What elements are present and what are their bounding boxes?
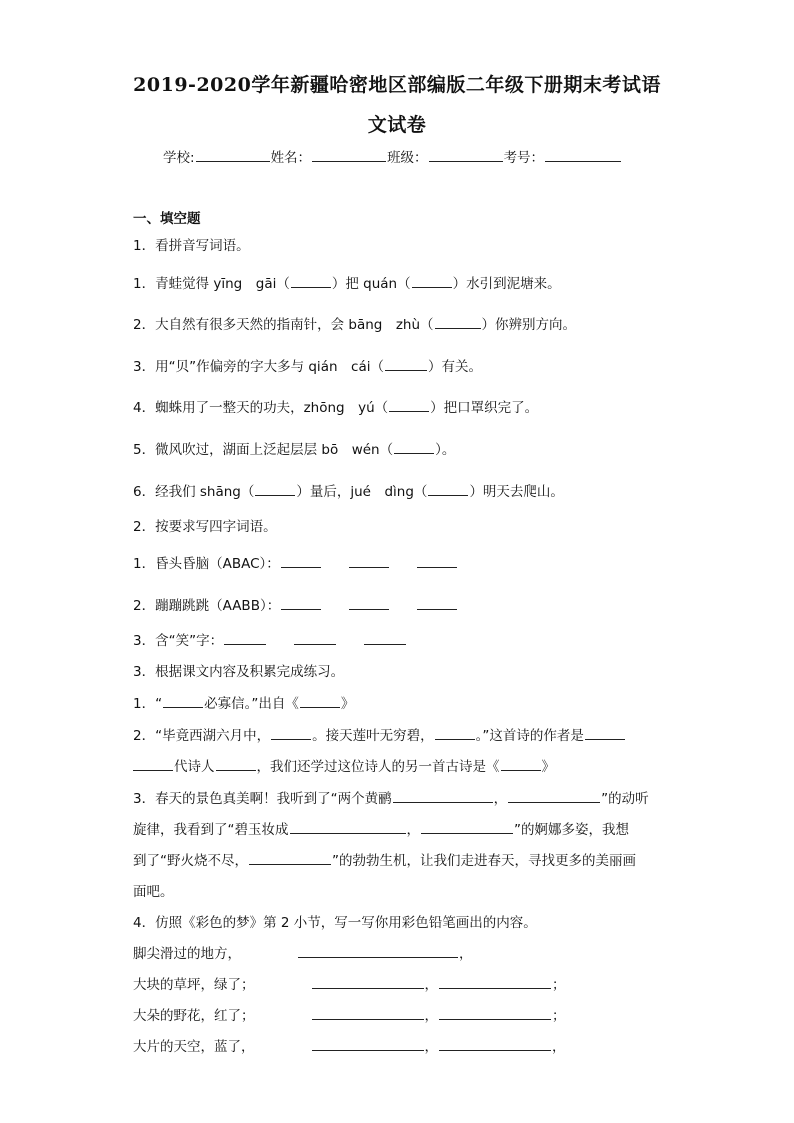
answer-blank[interactable] [255, 483, 295, 496]
q3-item-3-text: 3．春天的景色真美啊！我听到了“两个黄鹂 [133, 791, 392, 807]
q2-item-3-label: 3．含“笑”字： [133, 633, 224, 649]
q3-item-2-line1 [133, 724, 626, 744]
answer-blank[interactable] [435, 316, 481, 329]
q1-item-1-text: ）水引到泥塘来。 [452, 276, 561, 292]
q3-item-3-text: ”的婀娜多姿，我想 [514, 822, 629, 838]
answer-blank[interactable] [300, 695, 340, 708]
number-blank[interactable] [545, 149, 621, 162]
answer-blank[interactable] [294, 632, 336, 645]
q3-item-2-text: ，我们还学过这位诗人的另一首古诗是《 [256, 759, 500, 775]
q3-item-4-stem: 4．仿照《彩色的梦》第 2 小节，写一写你用彩色铅笔画出的内容。 [133, 915, 537, 931]
exam-title-line1: 2019-2020学年新疆哈密地区部编版二年级下册期末考试语 [133, 74, 661, 96]
q3-item-1-text: 1．“ [133, 696, 163, 712]
class-blank[interactable] [429, 149, 503, 162]
q2-item-2 [133, 594, 458, 614]
q3-item-3-text: ”的动听 [601, 791, 649, 807]
q1-item-4-text: ）把口罩织完了。 [430, 400, 539, 416]
row-end: ， [459, 946, 473, 962]
q2-item-1 [133, 552, 458, 572]
q3-item-4-row-4 [133, 1035, 566, 1055]
answer-blank[interactable] [291, 275, 331, 288]
q3-item-2-text: 》 [541, 759, 555, 775]
answer-blank[interactable] [349, 555, 389, 568]
q3-item-3-line1 [133, 787, 649, 807]
answer-blank[interactable] [312, 976, 424, 989]
answer-blank[interactable] [163, 695, 203, 708]
q3-item-3-text: 到了“野火烧不尽， [133, 853, 248, 869]
class-label: 班级： [387, 150, 428, 166]
q3-item-2-text: 2．“毕竟西湖六月中， [133, 728, 271, 744]
q1-item-6-text: 6．经我们 shāng（ [133, 484, 255, 500]
q1-item-5-text: 5．微风吹过，湖面上泛起层层 bō wén（ [133, 442, 394, 458]
answer-blank[interactable] [501, 758, 541, 771]
q3-item-3-text: ， [406, 822, 420, 838]
answer-blank[interactable] [281, 597, 321, 610]
answer-blank[interactable] [508, 790, 600, 803]
answer-blank[interactable] [435, 727, 475, 740]
school-blank[interactable] [196, 149, 270, 162]
answer-blank[interactable] [394, 441, 434, 454]
answer-blank[interactable] [224, 632, 266, 645]
q1-item-6-text: ）明天去爬山。 [469, 484, 564, 500]
answer-blank[interactable] [417, 555, 457, 568]
q3-item-3-text: 旋律，我看到了“碧玉妆成 [133, 822, 289, 838]
q3-item-1-text: 》 [340, 696, 355, 712]
q3-item-4-row-2 [133, 973, 566, 993]
q3-item-3-text: ， [493, 791, 508, 807]
row-end: ； [552, 977, 566, 993]
name-label: 姓名： [270, 150, 312, 166]
answer-blank[interactable] [421, 821, 513, 834]
school-label: 学校: [163, 150, 195, 166]
q1-item-2 [133, 313, 576, 333]
q1-item-6-text: ）量后，jué dìng（ [296, 484, 428, 500]
q1-item-4 [133, 396, 538, 416]
q3-item-4-row-3 [133, 1004, 566, 1024]
answer-blank[interactable] [271, 727, 311, 740]
q3-item-3-line2 [133, 818, 629, 838]
q3-item-1 [133, 692, 354, 712]
answer-blank[interactable] [349, 597, 389, 610]
q3-item-2-text: 。”这首诗的作者是 [475, 728, 584, 744]
answer-blank[interactable] [290, 821, 406, 834]
q1-item-2-text: ）你辨别方向。 [481, 317, 577, 333]
row-label: 大块的草坪，绿了； [133, 977, 255, 993]
answer-blank[interactable] [412, 275, 452, 288]
answer-blank[interactable] [439, 1038, 551, 1051]
q1-item-6 [133, 480, 564, 500]
q3-item-2-text: 。接天莲叶无穷碧， [312, 728, 434, 744]
number-label: 考号： [503, 150, 545, 166]
q3-item-1-text: 必寡信。”出自《 [204, 696, 299, 712]
q2-item-2-label: 2．蹦蹦跳跳（AABB）： [133, 598, 281, 614]
q1-item-3-text: 3．用“贝”作偏旁的字大多与 qián cái（ [133, 359, 384, 375]
name-blank[interactable] [312, 149, 386, 162]
answer-blank[interactable] [385, 358, 427, 371]
row-label: 大朵的野花，红了； [133, 1008, 255, 1024]
answer-blank[interactable] [216, 758, 256, 771]
answer-blank[interactable] [312, 1007, 424, 1020]
question-2-stem: 2．按要求写四字词语。 [133, 519, 277, 535]
q1-item-2-text: 2．大自然有很多天然的指南针，会 bāng zhù（ [133, 317, 434, 333]
answer-blank[interactable] [298, 945, 458, 958]
row-comma: ， [424, 977, 438, 993]
row-label: 大片的天空，蓝了， [133, 1039, 255, 1055]
q3-item-3-text: ”的勃勃生机，让我们走进春天，寻找更多的美丽画 [332, 853, 636, 869]
q1-item-3 [133, 355, 482, 375]
student-info-row [163, 146, 622, 166]
answer-blank[interactable] [393, 790, 493, 803]
answer-blank[interactable] [417, 597, 457, 610]
q3-item-2-line2 [133, 755, 555, 775]
q1-item-1-text: ）把 quán（ [331, 276, 411, 292]
q1-item-4-text: 4．蜘蛛用了一整天的功夫，zhōng yú（ [133, 400, 389, 416]
q1-item-1 [133, 272, 561, 292]
q1-item-5-text: ）。 [435, 442, 456, 458]
answer-blank[interactable] [364, 632, 406, 645]
answer-blank[interactable] [281, 555, 321, 568]
answer-blank[interactable] [585, 727, 625, 740]
row-end: ； [552, 1008, 566, 1024]
row-comma: ， [424, 1008, 438, 1024]
q2-item-1-label: 1．昏头昏脑（ABAC）： [133, 556, 280, 572]
q3-item-3-line3 [133, 849, 636, 869]
q3-item-4-row-1 [133, 942, 473, 962]
q1-item-1-text: 1．青蛙觉得 yīng gāi（ [133, 276, 290, 292]
question-3-stem: 3．根据课文内容及积累完成练习。 [133, 664, 345, 680]
row-end: ， [552, 1039, 566, 1055]
answer-blank[interactable] [389, 399, 429, 412]
q2-item-3 [133, 629, 407, 649]
q3-item-2-text: 代诗人 [174, 759, 215, 775]
q1-item-3-text: ）有关。 [427, 359, 482, 375]
row-comma: ， [424, 1039, 438, 1055]
row-label: 脚尖滑过的地方， [133, 946, 241, 962]
answer-blank[interactable] [133, 758, 173, 771]
answer-blank[interactable] [439, 976, 551, 989]
question-1-stem: 1．看拼音写词语。 [133, 238, 250, 254]
answer-blank[interactable] [428, 483, 468, 496]
answer-blank[interactable] [439, 1007, 551, 1020]
answer-blank[interactable] [249, 852, 331, 865]
q3-item-3-line4: 面吧。 [133, 884, 174, 900]
exam-title-line2: 文试卷 [367, 114, 427, 136]
q1-item-5 [133, 438, 455, 458]
answer-blank[interactable] [312, 1038, 424, 1051]
section-heading: 一、填空题 [133, 211, 201, 227]
